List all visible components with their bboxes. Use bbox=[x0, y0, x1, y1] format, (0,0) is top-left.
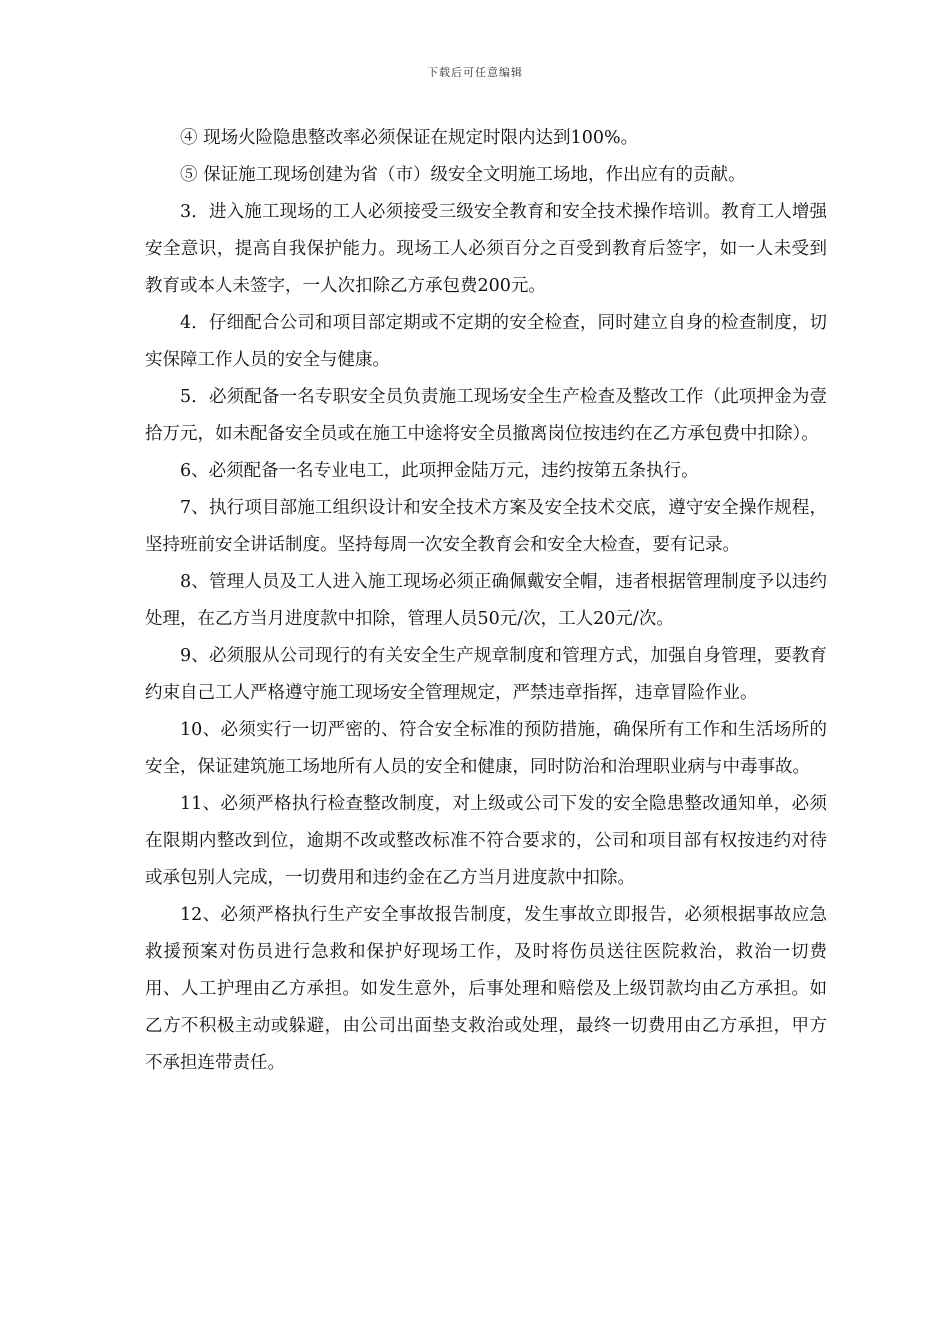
paragraph-clause-3: 3．进入施工现场的工人必须接受三级安全教育和安全技术操作培训。教育工人增强安全意识，提高自我保护能力。现场工人必须百分之百受到教育后签字，如一人未受到教育或本人未签字，一人次扣除乙方承包费200元。 bbox=[145, 202, 827, 296]
paragraph-clause-8: 8、管理人员及工人进入施工现场必须正确佩戴安全帽，违者根据管理制度予以违约处理，在乙方当月进度款中扣除，管理人员50元/次，工人20元/次。 bbox=[145, 572, 827, 629]
document-body bbox=[145, 120, 827, 1082]
paragraph-clause-6: 6、必须配备一名专业电工，此项押金陆万元，违约按第五条执行。 bbox=[180, 461, 699, 481]
paragraph-clause-10: 10、必须实行一切严密的、符合安全标准的预防措施，确保所有工作和生活场所的安全，保证建筑施工场地所有人员的安全和健康，同时防治和治理职业病与中毒事故。 bbox=[145, 720, 827, 777]
paragraph-clause-11: 11、必须严格执行检查整改制度，对上级或公司下发的安全隐患整改通知单，必须在限期内整改到位，逾期不改或整改标准不符合要求的，公司和项目部有权按违约对待或承包别人完成，一切费用和违约金在乙方当月进度款中扣除。 bbox=[145, 794, 827, 888]
paragraph-item-4: ④ 现场火险隐患整改率必须保证在规定时限内达到100%。 bbox=[180, 128, 639, 148]
paragraph-clause-12: 12、必须严格执行生产安全事故报告制度，发生事故立即报告，必须根据事故应急救援预案对伤员进行急救和保护好现场工作，及时将伤员送往医院救治，救治一切费用、人工护理由乙方承担。如发生意外，后事处理和赔偿及上级罚款均由乙方承担。如乙方不积极主动或躲避，由公司出面垫支救治或处理，最终一切费用由乙方承担，甲方不承担连带责任。 bbox=[145, 905, 827, 1073]
paragraph-clause-7: 7、执行项目部施工组织设计和安全技术方案及安全技术交底，遵守安全操作规程，坚持班前安全讲话制度。坚持每周一次安全教育会和安全大检查，要有记录。 bbox=[145, 498, 827, 555]
paragraph-clause-9: 9、必须服从公司现行的有关安全生产规章制度和管理方式，加强自身管理，要教育约束自己工人严格遵守施工现场安全管理规定，严禁违章指挥，违章冒险作业。 bbox=[145, 646, 827, 703]
page-header: 下载后可任意编辑 bbox=[427, 66, 523, 79]
paragraph-item-5: ⑤ 保证施工现场创建为省（市）级安全文明施工场地，作出应有的贡献。 bbox=[180, 165, 746, 185]
paragraph-clause-4: 4．仔细配合公司和项目部定期或不定期的安全检查，同时建立自身的检查制度，切实保障工作人员的安全与健康。 bbox=[145, 313, 827, 370]
paragraph-clause-5: 5．必须配备一名专职安全员负责施工现场安全生产检查及整改工作（此项押金为壹拾万元，如未配备安全员或在施工中途将安全员撤离岗位按违约在乙方承包费中扣除）。 bbox=[145, 387, 827, 444]
